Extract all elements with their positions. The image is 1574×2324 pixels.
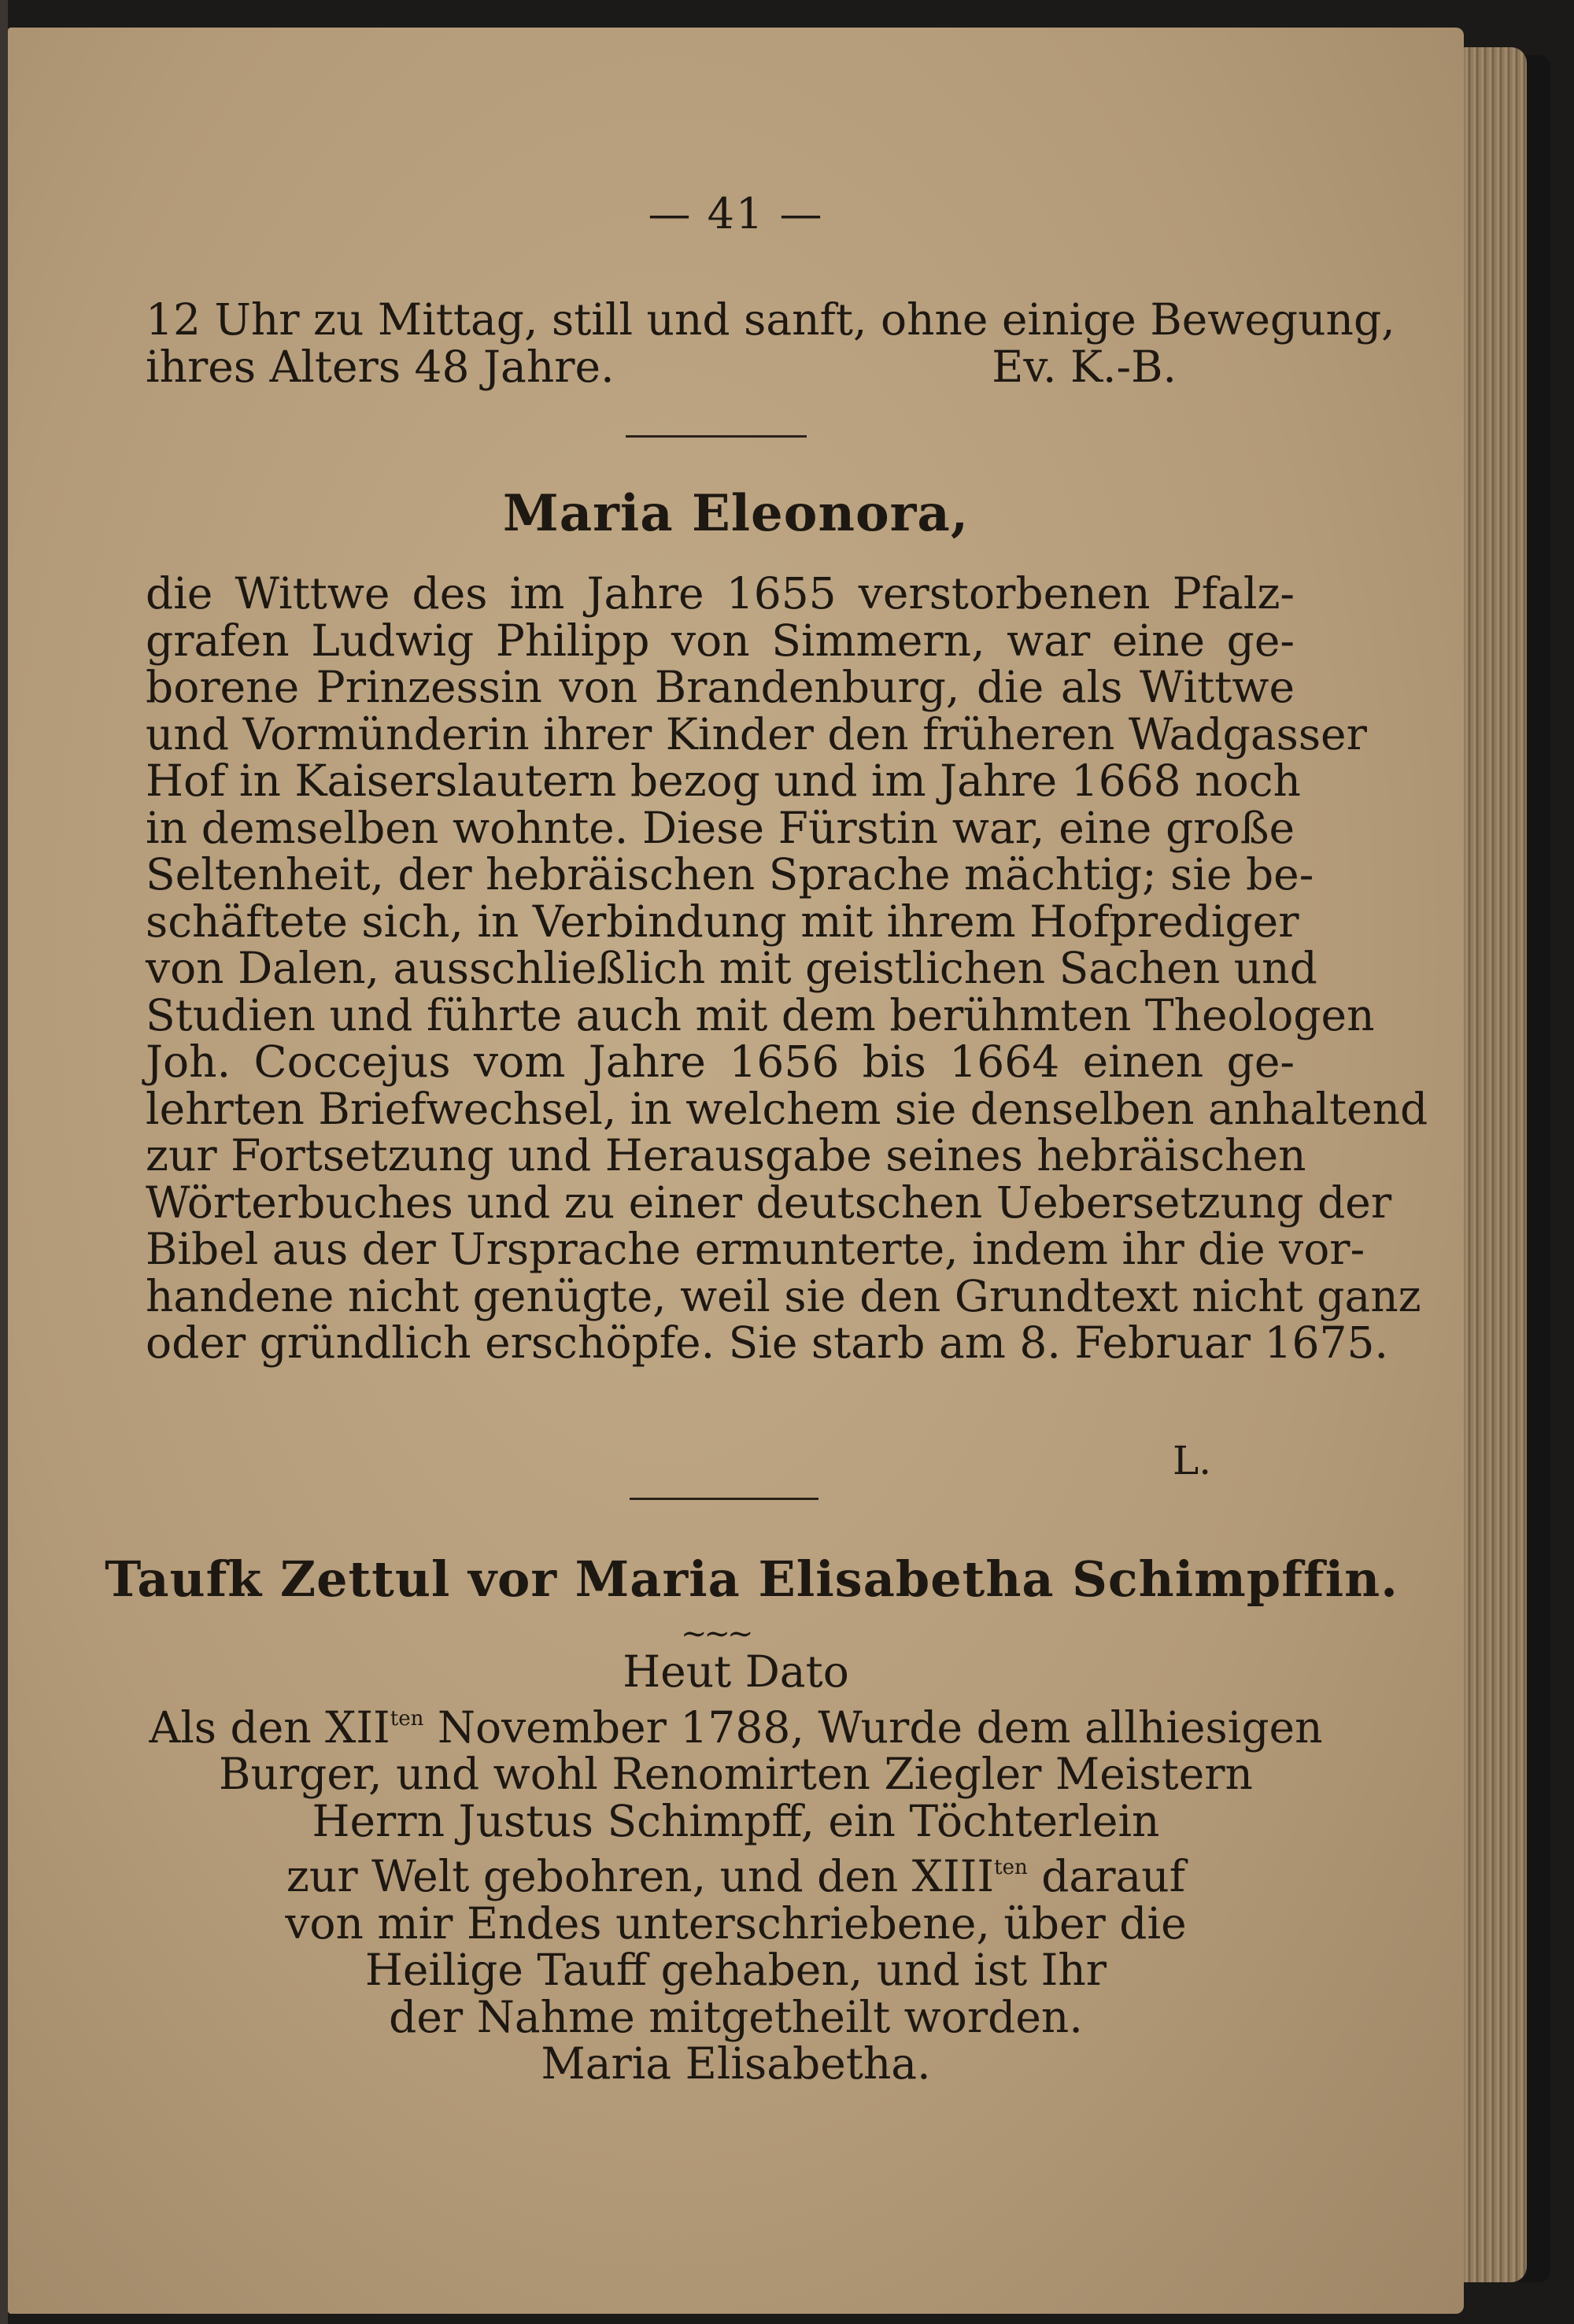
biography-line: Bibel aus der Ursprache ermunterte, indem ihr die vor-	[146, 1224, 1365, 1274]
certificate-line: Als den $XII^{ten}$ November 1788, Wurde dem allhiesigen	[149, 1701, 1323, 1753]
book-page	[8, 28, 1464, 2314]
page-stack-edges	[1456, 47, 1527, 2282]
biography-line: Wörterbuches und zu einer deutschen Uebersetzung der	[146, 1177, 1392, 1228]
certificate-line: Herrn Justus Schimpff, ein Töchterlein	[312, 1795, 1160, 1846]
certificate-line: Burger, und wohl Renomirten Ziegler Meistern	[219, 1749, 1253, 1799]
biography-line: lehrten Briefwechsel, in welchem sie denselben anhaltend	[146, 1083, 1428, 1134]
section-divider	[626, 435, 807, 438]
intro-line-with-source	[146, 341, 1177, 392]
intro-line-text: ihres Alters 48 Jahre.	[146, 341, 615, 392]
biography-line: von Dalen, ausschließlich mit geistlichen Sachen und	[146, 943, 1317, 993]
biography-line: Studien und führte auch mit dem berühmten Theologen	[146, 989, 1375, 1040]
intro-paragraph	[146, 294, 1395, 392]
biography-line: Hof in Kaiserslautern bezog und im Jahre 1668 noch	[146, 756, 1301, 806]
biography-line: die Wittwe des im Jahre 1655 verstorbenen Pfalz-	[146, 568, 1295, 619]
certificate-line: Heilige Tauff gehaben, und ist Ihr	[364, 1945, 1107, 1995]
biography-line: oder gründlich erschöpfe. Sie starb am 8. Februar 1675.	[146, 1317, 1388, 1368]
section-heading-tauff-zettul: Taufk Zettul vor Maria Elisabetha Schimpffin.	[105, 1550, 1398, 1608]
biography-line: in demselben wohnte. Diese Fürstin war, eine große	[146, 802, 1295, 853]
certificate-line: der Nahme mitgetheilt worden.	[389, 1991, 1083, 2042]
source-reference: Ev. K.-B.	[992, 341, 1177, 392]
biography-line: Seltenheit, der hebräischen Sprache mächtig; sie be-	[146, 849, 1314, 900]
biography-line: Joh. Coccejus vom Jahre 1656 bis 1664 einen ge-	[146, 1036, 1295, 1087]
author-signature: L.	[1173, 1438, 1212, 1483]
certificate-line: Maria Elisabetha.	[541, 2038, 931, 2089]
page-number: — 41 —	[648, 189, 824, 238]
biography-line: grafen Ludwig Philipp von Simmern, war eine ge-	[146, 615, 1295, 666]
biography-line: zur Fortsetzung und Herausgabe seines hebräischen	[146, 1130, 1306, 1180]
certificate-line: Heut Dato	[623, 1646, 849, 1697]
ornament-swirl: ~~~	[681, 1616, 751, 1652]
biography-line: borene Prinzessin von Brandenburg, die als Wittwe	[146, 662, 1295, 712]
biography-line: und Vormünderin ihrer Kinder den früheren Wadgasser	[146, 708, 1367, 759]
certificate-line: zur Welt gebohren, und den $XIII^{ten}$ darauf	[286, 1851, 1186, 1901]
biography-line: handene nicht genügte, weil sie den Grundtext nicht ganz	[146, 1270, 1421, 1321]
certificate-line: von mir Endes unterschriebene, über die	[285, 1897, 1187, 1949]
baptism-certificate	[8, 1646, 1464, 2089]
section-divider	[630, 1498, 818, 1500]
section-heading-maria-eleonora: Maria Eleonora,	[502, 484, 970, 543]
book-spine-edge	[0, 0, 8, 2324]
biography-paragraph	[146, 568, 1428, 1368]
biography-line: schäftete sich, in Verbindung mit ihrem Hofprediger	[146, 896, 1299, 947]
intro-line: 12 Uhr zu Mittag, still und sanft, ohne einige Bewegung,	[146, 294, 1395, 345]
